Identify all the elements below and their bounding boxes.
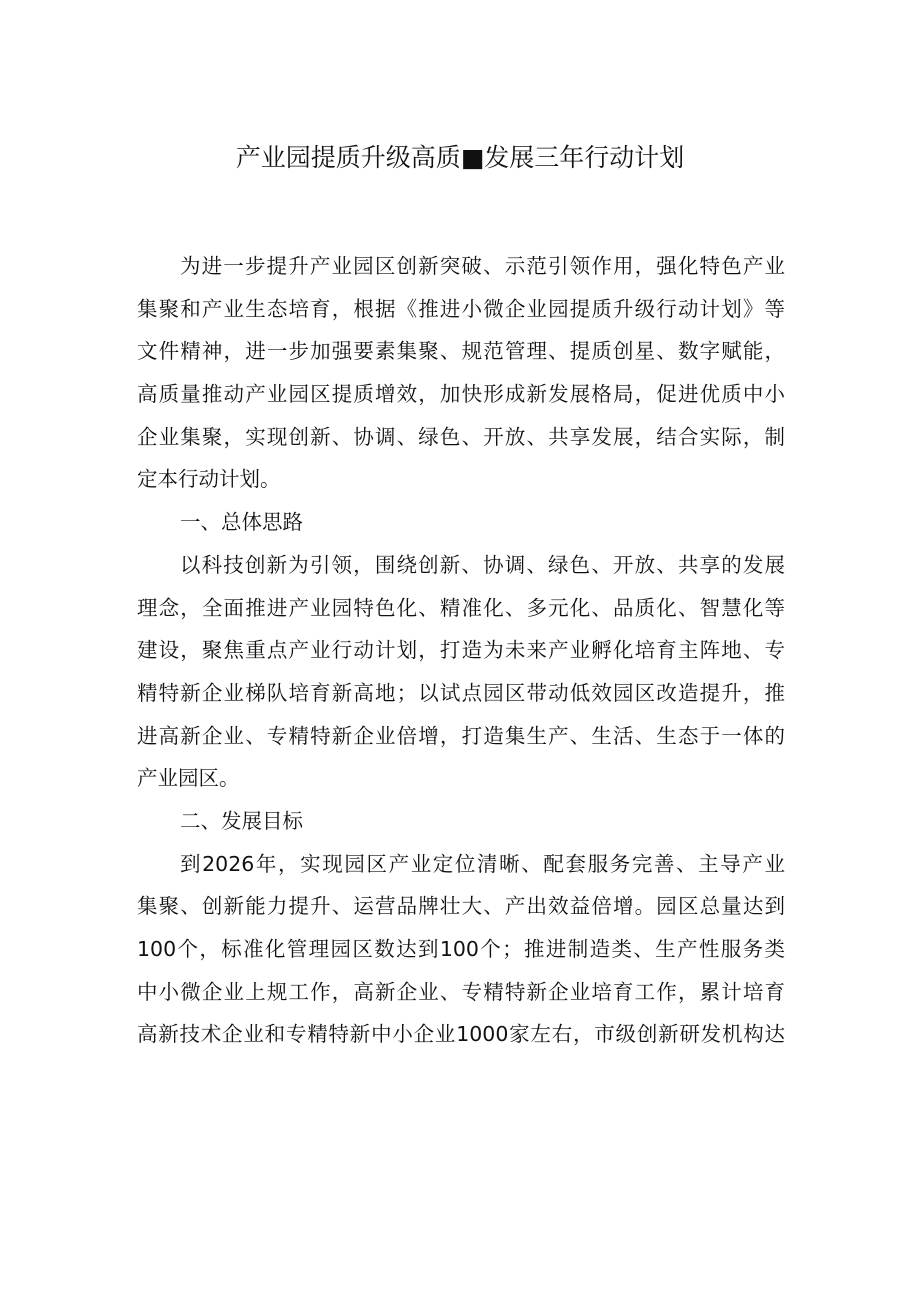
- paragraph-line: 以科技创新为引领，围绕创新、协调、绿色、开放、共享的发展: [180, 552, 785, 577]
- paragraph-line: 理念，全面推进产业园特色化、精准化、多元化、品质化、智慧化等: [137, 595, 785, 620]
- paragraph-line: 中小微企业上规工作，高新企业、专精特新企业培育工作，累计培育: [137, 979, 785, 1004]
- paragraph-line: 产业园区。: [137, 766, 240, 791]
- paragraph-line: 建设，聚焦重点产业行动计划，打造为未来产业孵化培育主阵地、专: [137, 638, 785, 663]
- paragraph-line: 到2026年，实现园区产业定位清晰、配套服务完善、主导产业: [180, 851, 785, 876]
- paragraph-line: 企业集聚，实现创新、协调、绿色、开放、共享发展，结合实际，制: [137, 424, 785, 449]
- section-heading-overall-approach: 一、总体思路: [180, 510, 303, 535]
- document-title: 产业园提质升级高质■发展三年行动计划: [235, 143, 685, 172]
- paragraph-line: 100个，标准化管理园区数达到100个；推进制造类、生产性服务类: [137, 937, 785, 961]
- paragraph-line: 集聚和产业生态培育，根据《推进小微企业园提质升级行动计划》等: [137, 296, 785, 321]
- document-body: [137, 245, 785, 1056]
- paragraph-line: 文件精神，进一步加强要素集聚、规范管理、提质创星、数字赋能，: [137, 339, 785, 364]
- paragraph-line: 集聚、创新能力提升、运营品牌壮大、产出效益倍增。园区总量达到: [137, 894, 785, 919]
- paragraph-line: 精特新企业梯队培育新高地；以试点园区带动低效园区改造提升，推: [137, 680, 785, 705]
- paragraph-line: 进高新企业、专精特新企业倍增，打造集生产、生活、生态于一体的: [137, 723, 785, 748]
- section-heading-development-goals: 二、发展目标: [180, 808, 303, 833]
- paragraph-line: 为进一步提升产业园区创新突破、示范引领作用，强化特色产业: [180, 254, 785, 278]
- paragraph-line: 高质量推动产业园区提质增效，加快形成新发展格局，促进优质中小: [137, 382, 785, 407]
- paragraph-line: 高新技术企业和专精特新中小企业1000家左右，市级创新研发机构达: [137, 1022, 785, 1047]
- paragraph-line: 定本行动计划。: [137, 467, 281, 492]
